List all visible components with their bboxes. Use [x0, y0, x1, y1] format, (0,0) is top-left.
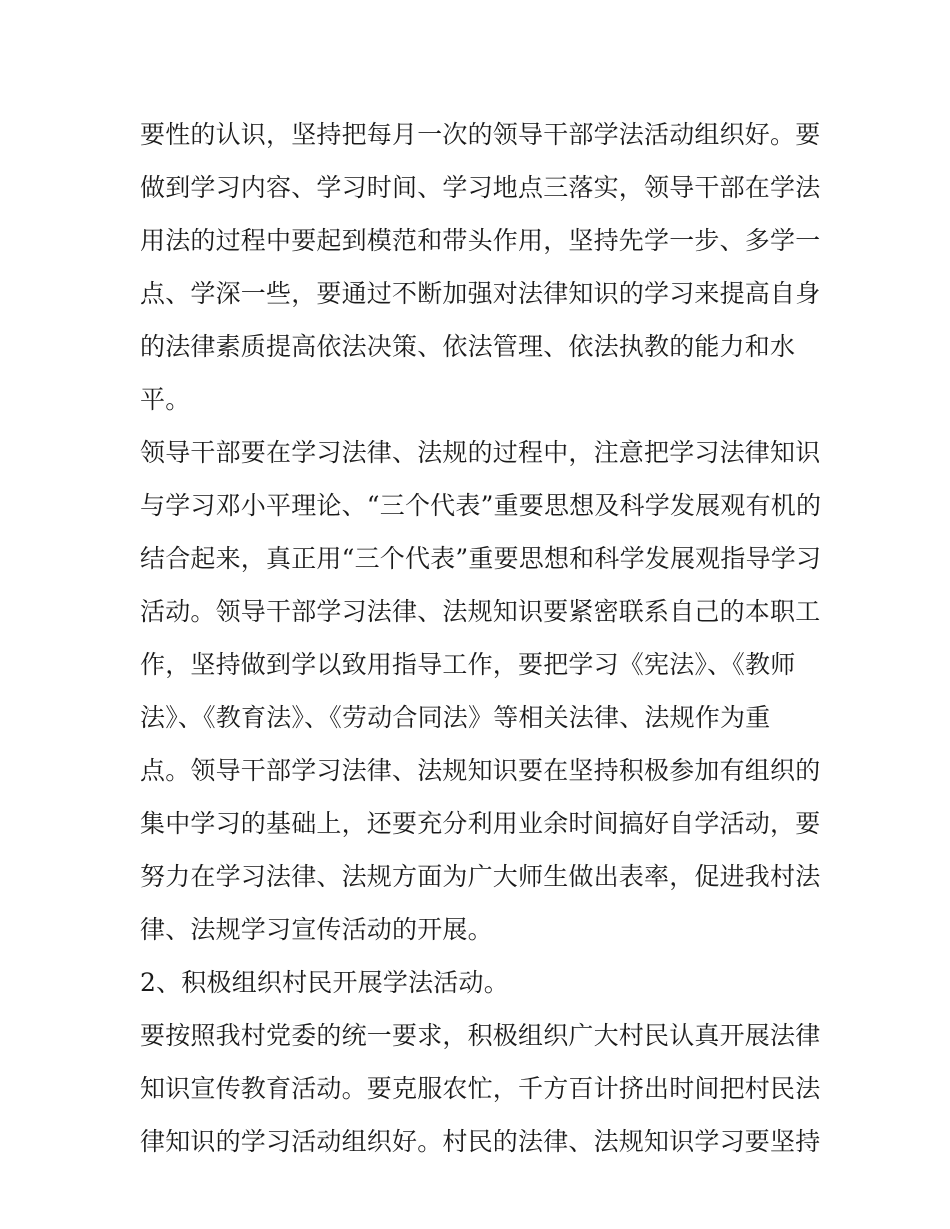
text-line: 要性的认识，坚持把每月一次的领导干部学法活动组织好。要	[140, 120, 821, 149]
body-text	[140, 108, 820, 1168]
text-line: 结合起来，真正用“三个代表”重要思想和科学发展观指导学习	[140, 544, 822, 573]
text-line: 与学习邓小平理论、“三个代表”重要思想及科学发展观有机的	[140, 491, 822, 520]
text-line: 点、学深一些，要通过不断加强对法律知识的学习来提高自身	[140, 279, 821, 308]
section-heading: 2、积极组织村民开展学法活动。	[140, 968, 509, 997]
text-line: 作，坚持做到学以致用指导工作，要把学习《宪法》、《教师	[140, 650, 796, 679]
text-line: 做到学习内容、学习时间、学习地点三落实，领导干部在学法	[140, 173, 821, 202]
text-line: 领导干部要在学习法律、法规的过程中，注意把学习法律知识	[140, 438, 821, 467]
text-line: 的法律素质提高依法决策、依法管理、依法执教的能力和水	[140, 332, 796, 361]
text-line: 要按照我村党委的统一要求，积极组织广大村民认真开展法律	[140, 1021, 821, 1050]
text-line: 法》、《教育法》、《劳动合同法》等相关法律、法规作为重	[140, 703, 771, 732]
text-line: 努力在学习法律、法规方面为广大师生做出表率，促进我村法	[140, 862, 821, 891]
text-line: 律知识的学习活动组织好。村民的法律、法规知识学习要坚持	[140, 1127, 821, 1156]
text-line: 点。领导干部学习法律、法规知识要在坚持积极参加有组织的	[140, 756, 821, 785]
text-line: 平。	[140, 385, 191, 414]
text-line: 律、法规学习宣传活动的开展。	[140, 915, 493, 944]
text-line: 用法的过程中要起到模范和带头作用，坚持先学一步、多学一	[140, 226, 821, 255]
text-line: 活动。领导干部学习法律、法规知识要紧密联系自己的本职工	[140, 597, 821, 626]
text-line: 集中学习的基础上，还要充分利用业余时间搞好自学活动，要	[140, 809, 821, 838]
text-line: 知识宣传教育活动。要克服农忙，千方百计挤出时间把村民法	[140, 1074, 821, 1103]
